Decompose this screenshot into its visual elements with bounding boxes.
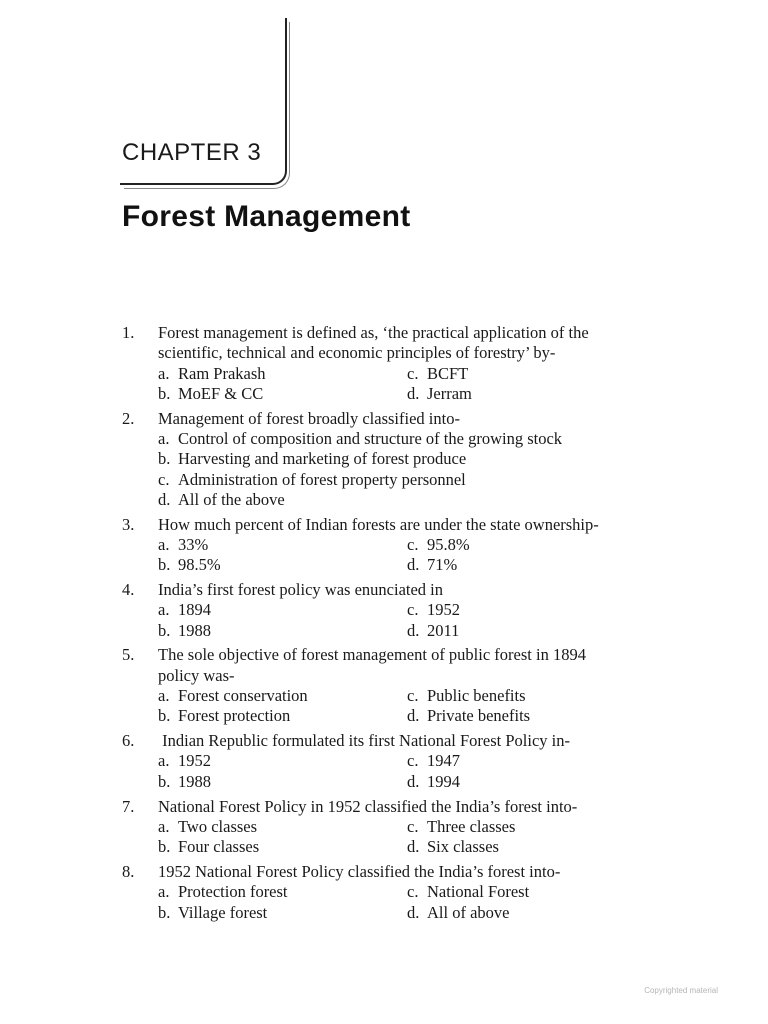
option-letter: a. (158, 686, 170, 706)
option-text: Three classes (427, 816, 516, 836)
question-text: India’s first forest policy was enunciated in (158, 580, 444, 600)
option-text: BCFT (427, 363, 469, 383)
question-number: 2. (122, 408, 135, 428)
option-text: 2011 (427, 620, 460, 640)
answer-option (407, 600, 662, 620)
question-list (122, 323, 662, 927)
answer-option (407, 686, 662, 706)
option-text: Ram Prakash (178, 363, 266, 383)
chapter-title: Forest Management (122, 200, 411, 233)
answer-option (158, 384, 407, 404)
option-text: Forest protection (178, 706, 291, 726)
answer-option (407, 837, 662, 857)
answer-option (158, 449, 662, 469)
answer-option (158, 490, 662, 510)
option-text: 1894 (178, 600, 211, 620)
question-item (122, 323, 662, 404)
answer-options (158, 686, 662, 727)
option-letter: c. (407, 363, 419, 383)
option-text: 95.8% (427, 534, 470, 554)
question-text: scientific, technical and economic principles of forestry’ by- (158, 343, 556, 363)
option-letter: c. (407, 751, 419, 771)
option-letter: c. (407, 600, 419, 620)
option-letter: b. (158, 771, 171, 791)
option-text: MoEF & CC (178, 383, 264, 403)
answer-option (158, 621, 407, 641)
option-letter: a. (158, 751, 170, 771)
option-letter: d. (407, 902, 420, 922)
option-text: 1952 (427, 600, 460, 620)
option-text: Jerram (427, 383, 472, 403)
option-text: All of the above (178, 489, 285, 509)
answer-option (158, 470, 662, 490)
option-text: All of above (427, 902, 510, 922)
option-letter: a. (158, 363, 170, 383)
option-text: 1994 (427, 771, 460, 791)
answer-option (158, 600, 407, 620)
option-letter: a. (158, 882, 170, 902)
option-text: Six classes (427, 837, 499, 857)
option-text: Administration of forest property personnel (178, 469, 466, 489)
answer-option (407, 751, 662, 771)
question-item (122, 731, 662, 792)
answer-option (407, 621, 662, 641)
option-letter: a. (158, 816, 170, 836)
answer-options (158, 600, 662, 641)
answer-option (158, 555, 407, 575)
answer-option (407, 364, 662, 384)
question-text: Indian Republic formulated its first National Forest Policy in- (158, 731, 570, 751)
option-text: National Forest (427, 882, 530, 902)
option-text: Harvesting and marketing of forest produce (178, 449, 467, 469)
option-letter: d. (407, 620, 420, 640)
answer-option (158, 837, 407, 857)
answer-option (158, 429, 662, 449)
option-text: Control of composition and structure of the growing stock (178, 428, 563, 448)
question-item (122, 797, 662, 858)
option-letter: d. (407, 706, 420, 726)
option-text: 1952 (178, 751, 211, 771)
answer-option (158, 882, 407, 902)
option-text: 98.5% (178, 555, 221, 575)
question-item (122, 862, 662, 923)
option-letter: d. (407, 771, 420, 791)
answer-options (158, 429, 662, 510)
option-letter: b. (158, 383, 171, 403)
answer-options (158, 751, 662, 792)
question-number: 5. (122, 645, 135, 665)
question-number: 7. (122, 796, 135, 816)
answer-option (407, 882, 662, 902)
option-letter: b. (158, 449, 171, 469)
answer-option (158, 903, 407, 923)
option-text: 1988 (178, 620, 211, 640)
option-letter: c. (407, 816, 419, 836)
answer-option (407, 555, 662, 575)
question-item (122, 580, 662, 641)
question-number: 6. (122, 731, 135, 751)
question-number: 3. (122, 514, 135, 534)
chapter-label: CHAPTER 3 (122, 139, 262, 166)
option-letter: b. (158, 555, 171, 575)
option-text: Public benefits (427, 686, 526, 706)
question-item (122, 645, 662, 726)
option-letter: d. (407, 837, 420, 857)
option-text: Private benefits (427, 706, 531, 726)
question-text: Forest management is defined as, ‘the practical application of the (158, 323, 589, 342)
option-letter: b. (158, 706, 171, 726)
option-text: Protection forest (178, 882, 288, 902)
question-text: Management of forest broadly classified into- (158, 408, 460, 428)
option-letter: b. (158, 620, 171, 640)
option-text: Forest conservation (178, 686, 308, 706)
option-letter: b. (158, 837, 171, 857)
answer-option (407, 903, 662, 923)
option-letter: d. (158, 489, 171, 509)
answer-option (158, 686, 407, 706)
answer-option (158, 751, 407, 771)
option-letter: c. (407, 882, 419, 902)
answer-option (407, 706, 662, 726)
option-letter: b. (158, 902, 171, 922)
option-text: 1947 (427, 751, 460, 771)
option-text: 1988 (178, 771, 211, 791)
answer-options (158, 817, 662, 858)
watermark: Copyrighted material (644, 986, 718, 995)
option-text: Village forest (178, 902, 268, 922)
option-letter: c. (158, 469, 170, 489)
question-number: 1. (122, 323, 135, 342)
option-letter: d. (407, 555, 420, 575)
answer-options (158, 882, 662, 923)
answer-option (407, 772, 662, 792)
answer-option (158, 364, 407, 384)
option-letter: c. (407, 686, 419, 706)
option-text: Two classes (178, 816, 258, 836)
option-letter: a. (158, 534, 170, 554)
option-letter: c. (407, 534, 419, 554)
question-text: 1952 National Forest Policy classified the India’s forest into- (158, 861, 561, 881)
question-item (122, 409, 662, 510)
answer-option (158, 817, 407, 837)
answer-options (158, 535, 662, 576)
answer-option (158, 772, 407, 792)
question-number: 8. (122, 861, 135, 881)
question-number: 4. (122, 580, 135, 600)
answer-option (407, 817, 662, 837)
answer-option (407, 535, 662, 555)
question-text: The sole objective of forest management of public forest in 1894 (158, 645, 586, 665)
question-text: National Forest Policy in 1952 classified the India’s forest into- (158, 796, 578, 816)
option-letter: a. (158, 600, 170, 620)
answer-option (158, 706, 407, 726)
option-text: Four classes (178, 837, 260, 857)
option-text: 71% (427, 555, 458, 575)
option-letter: d. (407, 383, 420, 403)
answer-options (158, 364, 662, 405)
question-text: How much percent of Indian forests are under the state ownership- (158, 514, 599, 534)
question-text: policy was- (158, 665, 235, 685)
answer-option (158, 535, 407, 555)
option-letter: a. (158, 428, 170, 448)
answer-option (407, 384, 662, 404)
option-text: 33% (178, 534, 209, 554)
question-item (122, 515, 662, 576)
